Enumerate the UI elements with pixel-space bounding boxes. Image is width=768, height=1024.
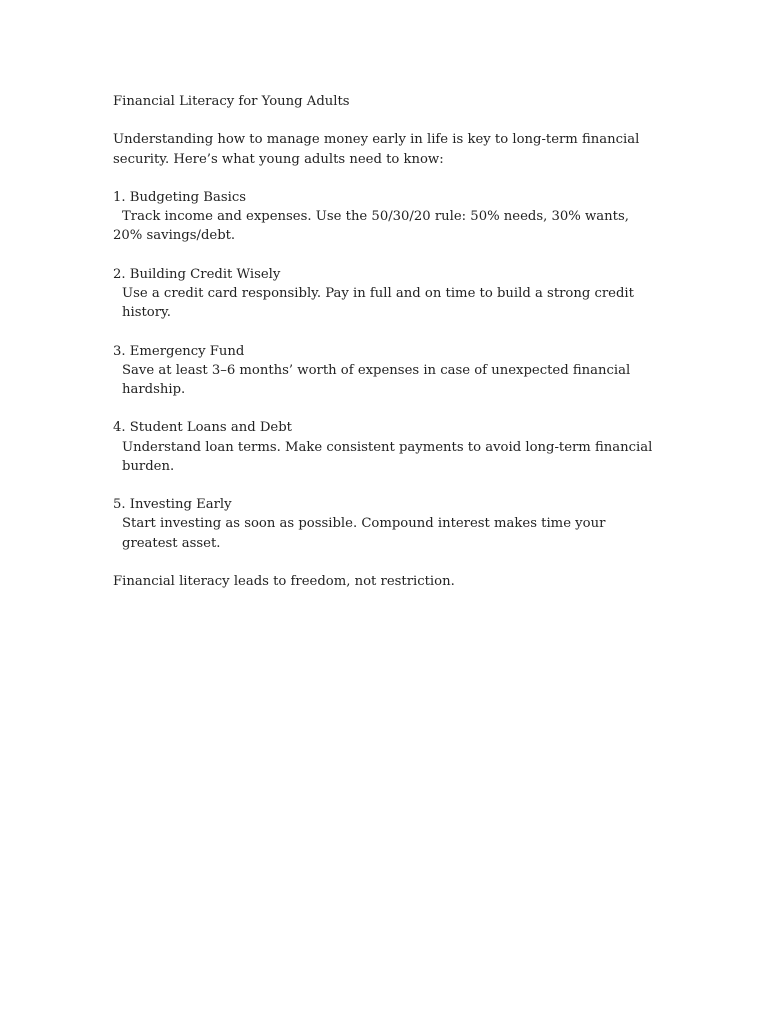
section-heading: 2. Building Credit Wisely (113, 266, 281, 282)
section-credit (113, 265, 653, 323)
section-body: Track income and expenses. Use the 50/30/20 rule: 50% needs, 30% wants, 20% savings/debt. (113, 209, 634, 244)
section-budgeting (113, 188, 653, 246)
section-heading: 3. Emergency Fund (113, 343, 245, 359)
section-investing (113, 495, 653, 553)
closing-line: Financial literacy leads to freedom, not restriction. (113, 573, 455, 589)
section-emergency-fund (113, 342, 653, 400)
section-heading: 1. Budgeting Basics (113, 189, 246, 205)
section-body: Understand loan terms. Make consistent payments to avoid long-term financial burden. (122, 439, 657, 474)
document-title: Financial Literacy for Young Adults (113, 94, 350, 109)
section-heading: 5. Investing Early (113, 497, 232, 513)
section-heading: 4. Student Loans and Debt (113, 420, 292, 436)
intro-paragraph: Understanding how to manage money early in life is key to long-term financial security. Here’s what young adults need to know: (113, 132, 644, 167)
document-page (113, 92, 657, 591)
section-body: Use a credit card responsibly. Pay in full and on time to build a strong credit history. (122, 285, 639, 321)
section-body: Start investing as soon as possible. Compound interest makes time your greatest asset. (122, 516, 610, 551)
section-body: Save at least 3–6 months’ worth of expenses in case of unexpected financial hardship. (122, 362, 635, 397)
section-student-loans (113, 418, 657, 476)
